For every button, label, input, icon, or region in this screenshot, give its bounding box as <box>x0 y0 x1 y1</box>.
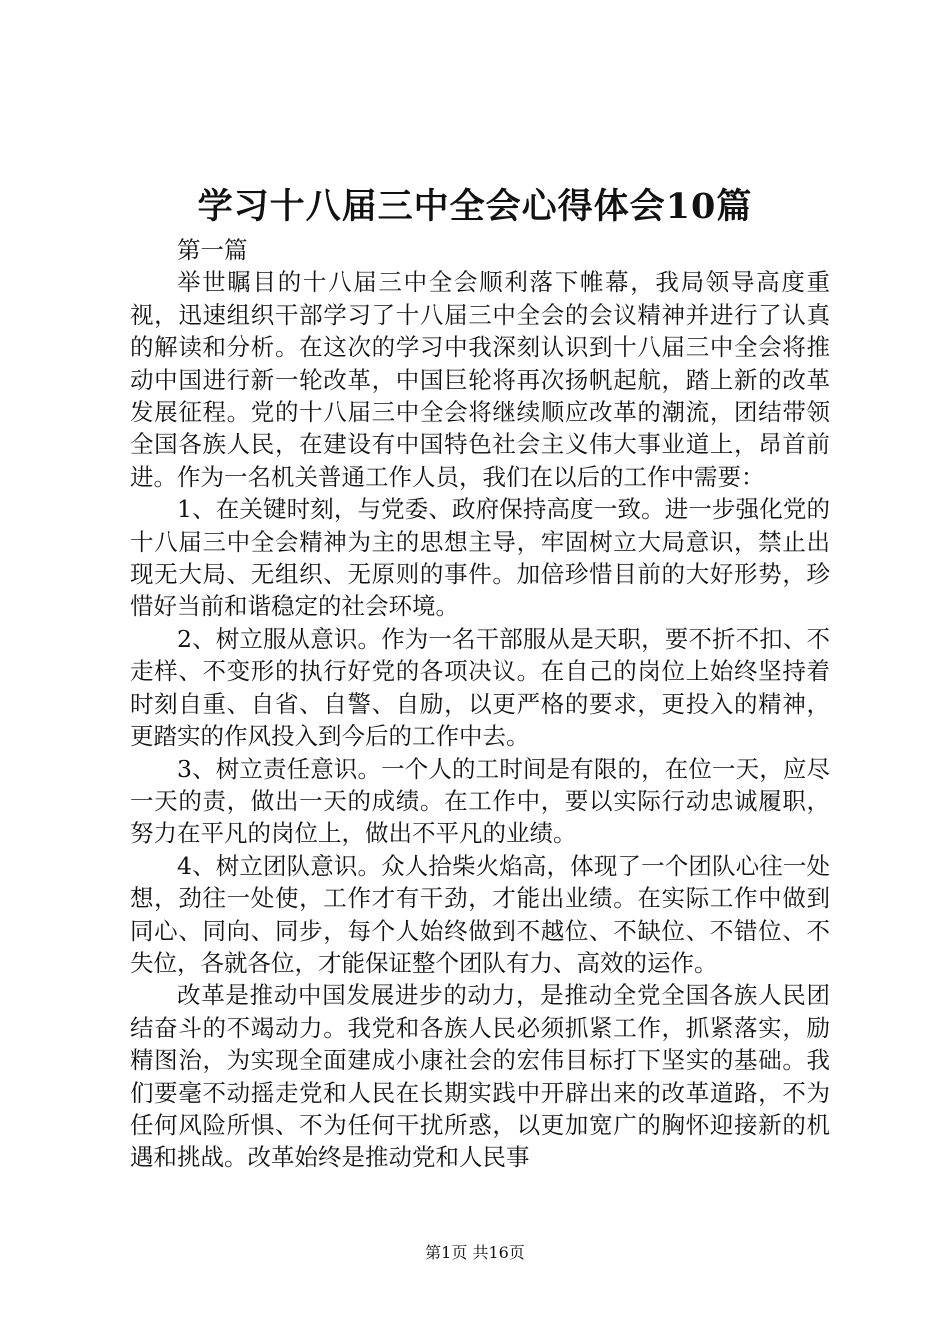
section-heading: 第一篇 <box>177 236 248 264</box>
paragraph-intro: 举世瞩目的十八届三中全会顺利落下帷幕，我局领导高度重视，迅速组织干部学习了十八届三中全会的会议精神并进行了认真的解读和分析。在这次的学习中我深刻认识到十八届三中全会将推动中国进行新一轮改革，中国巨轮将再次扬帆起航，踏上新的改革发展征程。党的十八届三中全会将继续顺应改革的潮流，团结带领全国各族人民，在建设有中国特色社会主义伟大事业道上，昂首前进。作为一名机关普通工作人员，我们在以后的工作中需要： <box>130 268 830 491</box>
document-body <box>130 234 830 1174</box>
paragraph-item-1: 1、在关键时刻，与党委、政府保持高度一致。进一步强化党的十八届三中全会精神为主的思想主导，牢固树立大局意识，禁止出现无大局、无组织、无原则的事件。加倍珍惜目前的大好形势，珍惜好当前和谐稳定的社会环境。 <box>130 495 830 621</box>
paragraph-item-3: 3、树立责任意识。一个人的工时间是有限的，在位一天，应尽一天的责，做出一天的成绩。在工作中，要以实际行动忠诚履职，努力在平凡的岗位上，做出不平凡的业绩。 <box>130 754 830 848</box>
document-title: 学习十八届三中全会心得体会10篇 <box>197 186 753 227</box>
paragraph-item-2: 2、树立服从意识。作为一名干部服从是天职，要不折不扣、不走样、不变形的执行好党的各项决议。在自己的岗位上始终坚持着时刻自重、自省、自警、自励，以更严格的要求，更投入的精神，更踏实的作风投入到今后的工作中去。 <box>130 624 830 751</box>
paragraph-reform: 改革是推动中国发展进步的动力，是推动全党全国各族人民团结奋斗的不竭动力。我党和各族人民必须抓紧工作，抓紧落实，励精图治，为实现全面建成小康社会的宏伟目标打下坚实的基础。我们要毫不动摇走党和人民在长期实践中开辟出来的改革道路，不为任何风险所惧、不为任何干扰所惑，以更加宽广的胸怀迎接新的机遇和挑战。改革始终是推动党和人民事 <box>130 981 830 1172</box>
paragraph-item-4: 4、树立团队意识。众人拾柴火焰高，体现了一个团队心往一处想，劲往一处使，工作才有干劲，才能出业绩。在实际工作中做到同心、同向、同步，每个人始终做到不越位、不缺位、不错位、不失位，各就各位，才能保证整个团队有力、高效的运作。 <box>130 851 830 977</box>
page-number-footer: 第1页 共16页 <box>425 1243 525 1262</box>
